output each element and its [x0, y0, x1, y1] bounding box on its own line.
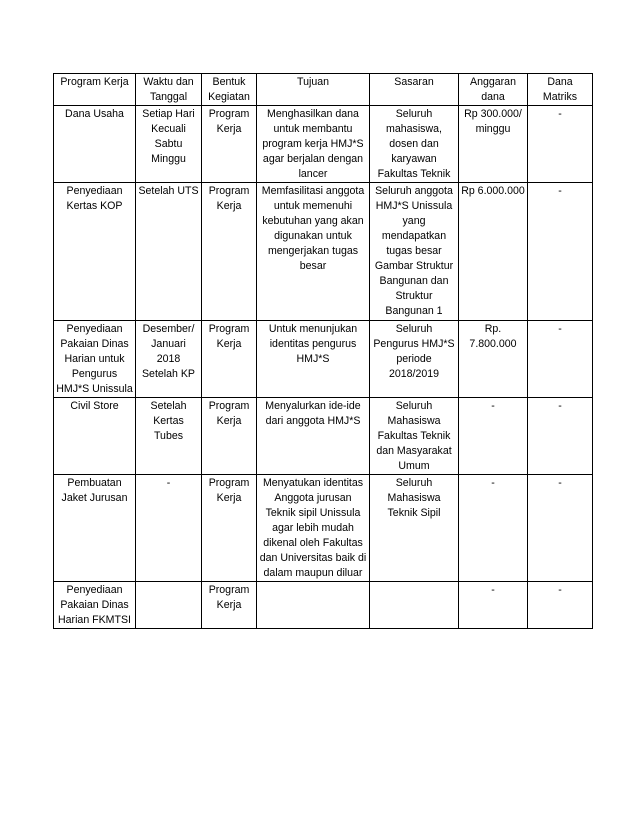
cell-sasaran: Seluruh Pengurus HMJ*S periode 2018/2019	[370, 320, 459, 397]
cell-waktu: Setiap Hari Kecuali Sabtu Minggu	[136, 106, 202, 183]
cell-dana-matriks: -	[528, 106, 593, 183]
header-program-kerja: Program Kerja	[54, 74, 136, 106]
cell-waktu: -	[136, 474, 202, 581]
cell-program-kerja: Dana Usaha	[54, 106, 136, 183]
header-sasaran: Sasaran	[370, 74, 459, 106]
cell-anggaran: -	[459, 474, 528, 581]
cell-anggaran: -	[459, 582, 528, 629]
cell-waktu: Setelah Kertas Tubes	[136, 397, 202, 474]
cell-program-kerja: Penyediaan Pakaian Dinas Harian FKMTSI	[54, 582, 136, 629]
header-waktu-dan-tanggal: Waktu dan Tanggal	[136, 74, 202, 106]
cell-bentuk: Program Kerja	[202, 320, 257, 397]
cell-waktu: Setelah UTS	[136, 183, 202, 320]
cell-dana-matriks: -	[528, 183, 593, 320]
cell-anggaran: -	[459, 397, 528, 474]
cell-anggaran: Rp 6.000.000	[459, 183, 528, 320]
table-row	[54, 320, 593, 397]
cell-bentuk: Program Kerja	[202, 397, 257, 474]
cell-bentuk: Program Kerja	[202, 183, 257, 320]
cell-sasaran: Seluruh anggota HMJ*S Unissula yang mendapatkan tugas besar Gambar Struktur Bangunan dan Struktur Bangunan 1	[370, 183, 459, 320]
cell-tujuan: Menyalurkan ide-ide dari anggota HMJ*S	[257, 397, 370, 474]
table-row	[54, 474, 593, 581]
cell-dana-matriks: -	[528, 320, 593, 397]
cell-program-kerja: Penyediaan Kertas KOP	[54, 183, 136, 320]
cell-program-kerja: Pembuatan Jaket Jurusan	[54, 474, 136, 581]
table-row	[54, 106, 593, 183]
cell-tujuan	[257, 582, 370, 629]
cell-program-kerja: Civil Store	[54, 397, 136, 474]
cell-tujuan: Memfasilitasi anggota untuk memenuhi kebutuhan yang akan digunakan untuk mengerjakan tugas besar	[257, 183, 370, 320]
table-row	[54, 582, 593, 629]
header-bentuk-kegiatan: Bentuk Kegiatan	[202, 74, 257, 106]
cell-dana-matriks: -	[528, 474, 593, 581]
cell-tujuan: Untuk menunjukan identitas pengurus HMJ*S	[257, 320, 370, 397]
cell-program-kerja: Penyediaan Pakaian Dinas Harian untuk Pengurus HMJ*S Unissula	[54, 320, 136, 397]
cell-bentuk: Program Kerja	[202, 582, 257, 629]
cell-waktu: Desember/ Januari 2018 Setelah KP	[136, 320, 202, 397]
header-tujuan: Tujuan	[257, 74, 370, 106]
cell-dana-matriks: -	[528, 397, 593, 474]
header-row	[54, 74, 593, 106]
cell-waktu	[136, 582, 202, 629]
cell-bentuk: Program Kerja	[202, 106, 257, 183]
cell-sasaran: Seluruh Mahasiswa Teknik Sipil	[370, 474, 459, 581]
cell-sasaran	[370, 582, 459, 629]
cell-sasaran: Seluruh Mahasiswa Fakultas Teknik dan Masyarakat Umum	[370, 397, 459, 474]
cell-tujuan: Menghasilkan dana untuk membantu program kerja HMJ*S agar berjalan dengan lancer	[257, 106, 370, 183]
cell-tujuan: Menyatukan identitas Anggota jurusan Teknik sipil Unissula agar lebih mudah dikenal oleh Fakultas dan Universitas baik di dalam maupun diluar	[257, 474, 370, 581]
cell-dana-matriks: -	[528, 582, 593, 629]
program-kerja-table	[53, 73, 593, 629]
cell-sasaran: Seluruh mahasiswa, dosen dan karyawan Fakultas Teknik	[370, 106, 459, 183]
table-row	[54, 183, 593, 320]
header-anggaran-dana: Anggaran dana	[459, 74, 528, 106]
cell-anggaran: Rp 300.000/ minggu	[459, 106, 528, 183]
cell-anggaran: Rp. 7.800.000	[459, 320, 528, 397]
cell-bentuk: Program Kerja	[202, 474, 257, 581]
table-row	[54, 397, 593, 474]
header-dana-matriks: Dana Matriks	[528, 74, 593, 106]
